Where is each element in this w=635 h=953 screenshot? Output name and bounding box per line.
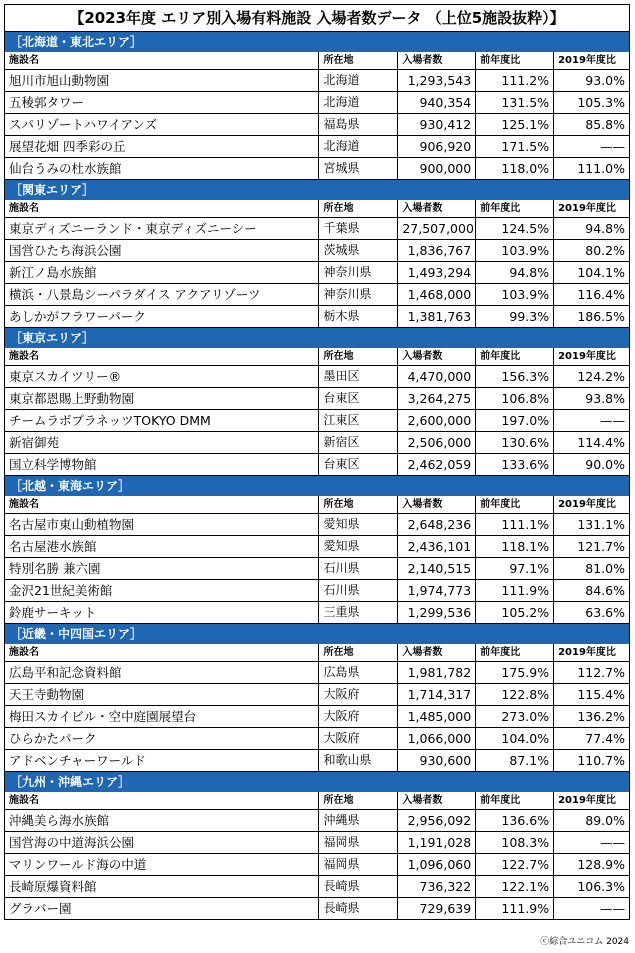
table-row [4,602,630,624]
column-header-facility-name: 施設名 [5,52,319,70]
column-header-facility-name: 施設名 [5,200,319,218]
vs-2019-ratio-cell: 124.2% [554,366,630,388]
table-row [4,410,630,432]
vs-2019-ratio-cell: 93.0% [554,70,630,92]
visitors-cell: 4,470,000 [398,366,476,388]
column-header-vs-2019-ratio: 2019年度比 [554,644,630,662]
yoy-ratio-cell: 122.1% [476,876,554,898]
table-row [4,706,630,728]
table-row [4,662,630,684]
facility-name-cell: チームラボプラネッツTOKYO DMM [5,410,319,432]
region-header: ［関東エリア］ [4,180,630,200]
location-cell: 神奈川県 [319,262,398,284]
facility-name-cell: 新宿御苑 [5,432,319,454]
vs-2019-ratio-cell: —— [554,410,630,432]
visitors-cell: 2,956,092 [398,810,476,832]
column-header-yoy-ratio: 前年度比 [476,348,554,366]
vs-2019-ratio-cell: 84.6% [554,580,630,602]
location-cell: 広島県 [319,662,398,684]
region-header: ［北越・東海エリア］ [4,476,630,496]
yoy-ratio-cell: 118.1% [476,536,554,558]
location-cell: 新宿区 [319,432,398,454]
facility-name-cell: 展望花畑 四季彩の丘 [5,136,319,158]
location-cell: 江東区 [319,410,398,432]
column-header-row [4,792,630,810]
column-header-yoy-ratio: 前年度比 [476,200,554,218]
vs-2019-ratio-cell: 89.0% [554,810,630,832]
vs-2019-ratio-cell: 94.8% [554,218,630,240]
column-header-yoy-ratio: 前年度比 [476,496,554,514]
visitors-cell: 1,299,536 [398,602,476,624]
column-header-row [4,200,630,218]
location-cell: 沖縄県 [319,810,398,832]
visitors-cell: 27,507,000 [398,218,476,240]
table-row [4,536,630,558]
vs-2019-ratio-cell: —— [554,832,630,854]
column-header-vs-2019-ratio: 2019年度比 [554,792,630,810]
vs-2019-ratio-cell: 105.3% [554,92,630,114]
yoy-ratio-cell: 106.8% [476,388,554,410]
column-header-yoy-ratio: 前年度比 [476,792,554,810]
location-cell: 北海道 [319,136,398,158]
column-header-yoy-ratio: 前年度比 [476,644,554,662]
location-cell: 愛知県 [319,536,398,558]
location-cell: 三重県 [319,602,398,624]
location-cell: 墨田区 [319,366,398,388]
yoy-ratio-cell: 197.0% [476,410,554,432]
vs-2019-ratio-cell: 63.6% [554,602,630,624]
column-header-facility-name: 施設名 [5,496,319,514]
column-header-location: 所在地 [319,644,398,662]
yoy-ratio-cell: 103.9% [476,284,554,306]
page-title: 【2023年度 エリア別入場有料施設 入場者数データ （上位5施設抜粋）】 [4,4,630,32]
column-header-location: 所在地 [319,792,398,810]
visitors-cell: 1,981,782 [398,662,476,684]
vs-2019-ratio-cell: 106.3% [554,876,630,898]
location-cell: 台東区 [319,388,398,410]
table-row [4,158,630,180]
vs-2019-ratio-cell: 115.4% [554,684,630,706]
table-row [4,114,630,136]
table-row [4,684,630,706]
location-cell: 大阪府 [319,728,398,750]
column-header-visitors: 入場者数 [398,348,476,366]
table-row [4,558,630,580]
column-header-facility-name: 施設名 [5,348,319,366]
column-header-row [4,348,630,366]
location-cell: 北海道 [319,92,398,114]
yoy-ratio-cell: 94.8% [476,262,554,284]
facility-name-cell: グラバー園 [5,898,319,920]
location-cell: 福岡県 [319,854,398,876]
visitors-cell: 1,485,000 [398,706,476,728]
vs-2019-ratio-cell: 81.0% [554,558,630,580]
table-row [4,854,630,876]
vs-2019-ratio-cell: 110.7% [554,750,630,772]
visitors-cell: 2,648,236 [398,514,476,536]
visitors-cell: 1,293,543 [398,70,476,92]
location-cell: 福岡県 [319,832,398,854]
visitors-cell: 906,920 [398,136,476,158]
yoy-ratio-cell: 273.0% [476,706,554,728]
yoy-ratio-cell: 133.6% [476,454,554,476]
yoy-ratio-cell: 171.5% [476,136,554,158]
facility-name-cell: 名古屋港水族館 [5,536,319,558]
yoy-ratio-cell: 87.1% [476,750,554,772]
visitors-cell: 1,468,000 [398,284,476,306]
column-header-vs-2019-ratio: 2019年度比 [554,496,630,514]
facility-name-cell: マリンワールド海の中道 [5,854,319,876]
visitors-cell: 729,639 [398,898,476,920]
facility-name-cell: ひらかたパーク [5,728,319,750]
vs-2019-ratio-cell: 93.8% [554,388,630,410]
yoy-ratio-cell: 111.9% [476,580,554,602]
facility-name-cell: 金沢21世紀美術館 [5,580,319,602]
visitors-cell: 2,462,059 [398,454,476,476]
facility-name-cell: アドベンチャーワールド [5,750,319,772]
location-cell: 長崎県 [319,876,398,898]
column-header-visitors: 入場者数 [398,52,476,70]
visitors-cell: 1,066,000 [398,728,476,750]
location-cell: 大阪府 [319,706,398,728]
yoy-ratio-cell: 175.9% [476,662,554,684]
column-header-visitors: 入場者数 [398,792,476,810]
table-row [4,750,630,772]
facility-name-cell: 横浜・八景島シーパラダイス アクアリゾーツ [5,284,319,306]
facility-name-cell: 沖縄美ら海水族館 [5,810,319,832]
table-row [4,810,630,832]
vs-2019-ratio-cell: —— [554,898,630,920]
table-row [4,876,630,898]
facility-name-cell: 梅田スカイビル・空中庭園展望台 [5,706,319,728]
visitors-cell: 1,191,028 [398,832,476,854]
table-row [4,262,630,284]
location-cell: 茨城県 [319,240,398,262]
facility-name-cell: 仙台うみの杜水族館 [5,158,319,180]
visitors-cell: 2,600,000 [398,410,476,432]
visitors-cell: 900,000 [398,158,476,180]
facility-name-cell: 東京ディズニーランド・東京ディズニーシー [5,218,319,240]
table-row [4,366,630,388]
column-header-visitors: 入場者数 [398,496,476,514]
yoy-ratio-cell: 136.6% [476,810,554,832]
table-row [4,92,630,114]
vs-2019-ratio-cell: 116.4% [554,284,630,306]
table-row [4,240,630,262]
region-header: ［九州・沖縄エリア］ [4,772,630,792]
table-row [4,728,630,750]
vs-2019-ratio-cell: 128.9% [554,854,630,876]
table-row [4,832,630,854]
table-row [4,218,630,240]
vs-2019-ratio-cell: 111.0% [554,158,630,180]
facility-name-cell: 東京都恩賜上野動物園 [5,388,319,410]
location-cell: 石川県 [319,558,398,580]
location-cell: 愛知県 [319,514,398,536]
column-header-row [4,52,630,70]
region-header: ［北海道・東北エリア］ [4,32,630,52]
column-header-location: 所在地 [319,52,398,70]
yoy-ratio-cell: 125.1% [476,114,554,136]
yoy-ratio-cell: 156.3% [476,366,554,388]
column-header-location: 所在地 [319,200,398,218]
yoy-ratio-cell: 99.3% [476,306,554,328]
facility-name-cell: 東京スカイツリー® [5,366,319,388]
facility-name-cell: スパリゾートハワイアンズ [5,114,319,136]
table-row [4,454,630,476]
column-header-location: 所在地 [319,496,398,514]
yoy-ratio-cell: 130.6% [476,432,554,454]
yoy-ratio-cell: 105.2% [476,602,554,624]
table-row [4,284,630,306]
yoy-ratio-cell: 111.9% [476,898,554,920]
column-header-visitors: 入場者数 [398,200,476,218]
facility-name-cell: 国営ひたち海浜公園 [5,240,319,262]
vs-2019-ratio-cell: 136.2% [554,706,630,728]
column-header-location: 所在地 [319,348,398,366]
facility-name-cell: 国営海の中道海浜公園 [5,832,319,854]
yoy-ratio-cell: 108.3% [476,832,554,854]
column-header-facility-name: 施設名 [5,792,319,810]
vs-2019-ratio-cell: 80.2% [554,240,630,262]
column-header-row [4,496,630,514]
location-cell: 石川県 [319,580,398,602]
table-row [4,306,630,328]
yoy-ratio-cell: 118.0% [476,158,554,180]
column-header-facility-name: 施設名 [5,644,319,662]
facility-name-cell: 五稜郭タワー [5,92,319,114]
location-cell: 台東区 [319,454,398,476]
region-header: ［東京エリア］ [4,328,630,348]
table-row [4,898,630,920]
visitors-cell: 1,381,763 [398,306,476,328]
column-header-row [4,644,630,662]
vs-2019-ratio-cell: 121.7% [554,536,630,558]
location-cell: 和歌山県 [319,750,398,772]
location-cell: 福島県 [319,114,398,136]
facility-name-cell: 名古屋市東山動植物園 [5,514,319,536]
visitors-cell: 3,264,275 [398,388,476,410]
yoy-ratio-cell: 122.7% [476,854,554,876]
vs-2019-ratio-cell: 186.5% [554,306,630,328]
facility-name-cell: 旭川市旭山動物園 [5,70,319,92]
yoy-ratio-cell: 104.0% [476,728,554,750]
yoy-ratio-cell: 111.1% [476,514,554,536]
region-header: ［近畿・中四国エリア］ [4,624,630,644]
location-cell: 北海道 [319,70,398,92]
visitors-cell: 1,714,317 [398,684,476,706]
visitors-cell: 930,600 [398,750,476,772]
location-cell: 栃木県 [319,306,398,328]
facility-name-cell: 新江ノ島水族館 [5,262,319,284]
facility-name-cell: 鈴鹿サーキット [5,602,319,624]
location-cell: 大阪府 [319,684,398,706]
facility-name-cell: 長崎原爆資料館 [5,876,319,898]
location-cell: 長崎県 [319,898,398,920]
yoy-ratio-cell: 131.5% [476,92,554,114]
visitors-cell: 2,140,515 [398,558,476,580]
table-row [4,136,630,158]
column-header-yoy-ratio: 前年度比 [476,52,554,70]
table-row [4,432,630,454]
facility-name-cell: 天王寺動物園 [5,684,319,706]
vs-2019-ratio-cell: 77.4% [554,728,630,750]
facility-name-cell: 広島平和記念資料館 [5,662,319,684]
vs-2019-ratio-cell: 114.4% [554,432,630,454]
table-row [4,580,630,602]
location-cell: 宮城県 [319,158,398,180]
table-row [4,514,630,536]
visitors-cell: 1,836,767 [398,240,476,262]
location-cell: 千葉県 [319,218,398,240]
column-header-vs-2019-ratio: 2019年度比 [554,200,630,218]
vs-2019-ratio-cell: 112.7% [554,662,630,684]
facility-name-cell: あしかがフラワーパーク [5,306,319,328]
vs-2019-ratio-cell: —— [554,136,630,158]
visitors-cell: 1,974,773 [398,580,476,602]
vs-2019-ratio-cell: 104.1% [554,262,630,284]
yoy-ratio-cell: 124.5% [476,218,554,240]
visitors-cell: 1,096,060 [398,854,476,876]
column-header-visitors: 入場者数 [398,644,476,662]
visitors-cell: 2,436,101 [398,536,476,558]
column-header-vs-2019-ratio: 2019年度比 [554,348,630,366]
table-row [4,70,630,92]
vs-2019-ratio-cell: 90.0% [554,454,630,476]
visitors-cell: 940,354 [398,92,476,114]
yoy-ratio-cell: 111.2% [476,70,554,92]
table-row [4,388,630,410]
yoy-ratio-cell: 122.8% [476,684,554,706]
data-table [4,32,630,920]
facility-name-cell: 国立科学博物館 [5,454,319,476]
visitors-cell: 1,493,294 [398,262,476,284]
visitors-cell: 2,506,000 [398,432,476,454]
column-header-vs-2019-ratio: 2019年度比 [554,52,630,70]
visitors-cell: 930,412 [398,114,476,136]
copyright: ⓒ綜合ユニコム 2024 [540,937,629,947]
vs-2019-ratio-cell: 131.1% [554,514,630,536]
vs-2019-ratio-cell: 85.8% [554,114,630,136]
facility-name-cell: 特別名勝 兼六園 [5,558,319,580]
location-cell: 神奈川県 [319,284,398,306]
yoy-ratio-cell: 103.9% [476,240,554,262]
yoy-ratio-cell: 97.1% [476,558,554,580]
visitors-cell: 736,322 [398,876,476,898]
